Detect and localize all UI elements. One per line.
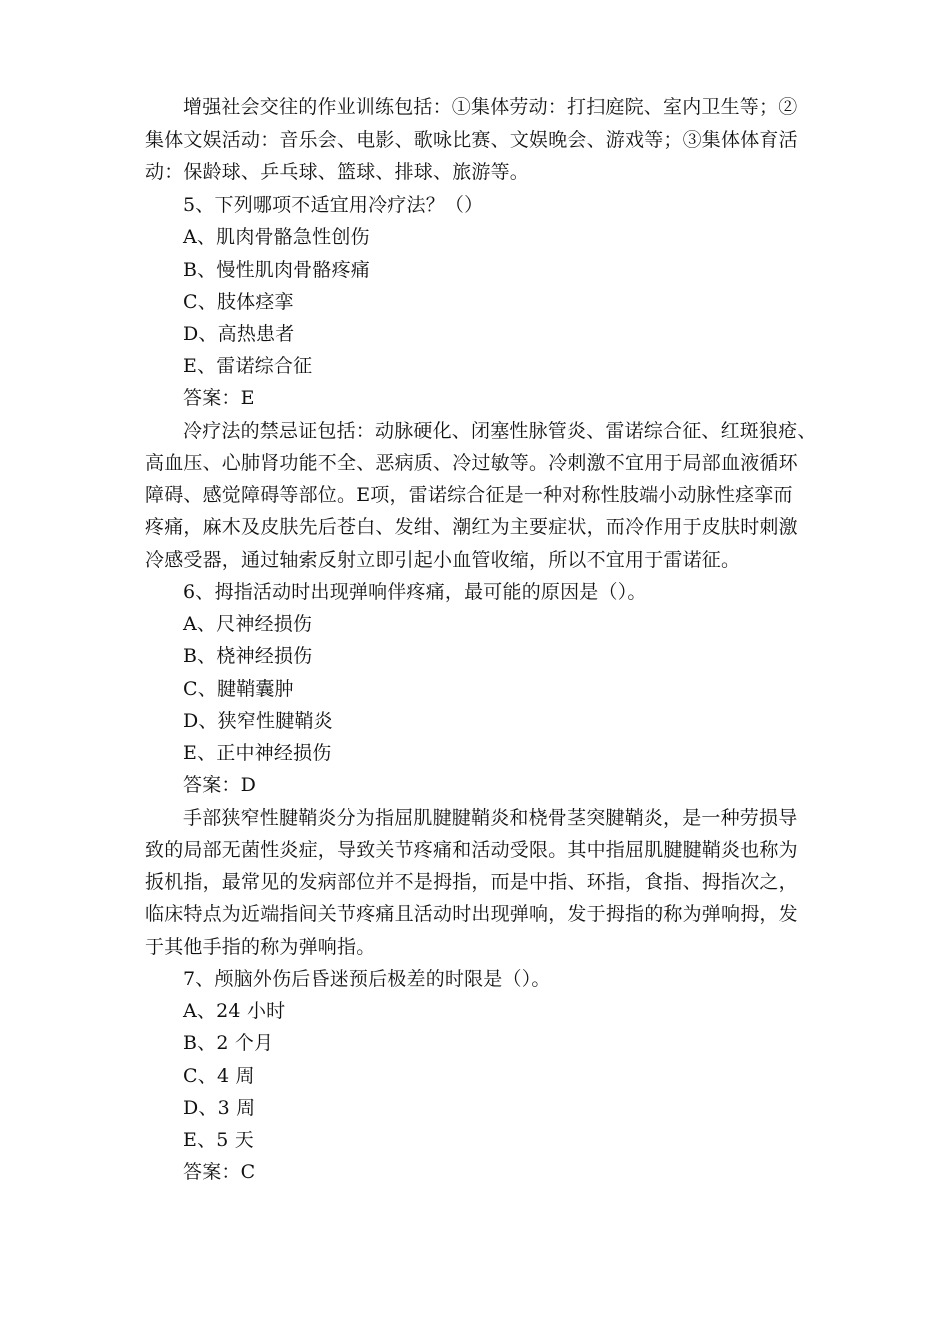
answer: 答案：D (183, 774, 257, 796)
option-d: D、3 周 (183, 1097, 256, 1119)
answer: 答案：C (183, 1161, 256, 1183)
question-7: 7、颅脑外伤后昏迷预后极差的时限是（）。 (183, 968, 551, 990)
explanation-line: 冷感受器，通过轴索反射立即引起小血管收缩，所以不宜用于雷诺征。 (145, 549, 741, 571)
option-c: C、腱鞘囊肿 (183, 678, 294, 700)
text-line: 增强社会交往的作业训练包括：①集体劳动：打扫庭院、室内卫生等；② (183, 96, 798, 118)
answer: 答案：E (183, 387, 255, 409)
explanation-line: 致的局部无菌性炎症，导致关节疼痛和活动受限。其中指屈肌腱腱鞘炎也称为 (145, 839, 798, 861)
option-b: B、慢性肌肉骨骼疼痛 (183, 259, 370, 281)
explanation-line: 高血压、心肺肾功能不全、恶病质、冷过敏等。冷刺激不宜用于局部血液循环 (145, 452, 798, 474)
option-d: D、狭窄性腱鞘炎 (183, 710, 333, 732)
text-line: 动：保龄球、乒乓球、篮球、排球、旅游等。 (145, 161, 530, 183)
option-e: E、雷诺综合征 (183, 355, 313, 377)
explanation-line: 于其他手指的称为弹响指。 (145, 936, 376, 958)
option-a: A、肌肉骨骼急性创伤 (183, 226, 370, 248)
explanation-line: 疼痛，麻木及皮肤先后苍白、发绀、潮红为主要症状，而冷作用于皮肤时刺激 (145, 516, 798, 538)
option-b: B、桡神经损伤 (183, 645, 313, 667)
question-5: 5、下列哪项不适宜用冷疗法？（） (183, 194, 484, 216)
explanation-line: 临床特点为近端指间关节疼痛且活动时出现弹响，发于拇指的称为弹响拇，发 (145, 903, 798, 925)
option-e: E、5 天 (183, 1129, 254, 1151)
option-d: D、高热患者 (183, 323, 295, 345)
question-6: 6、拇指活动时出现弹响伴疼痛，最可能的原因是（）。 (183, 581, 647, 603)
option-b: B、2 个月 (183, 1032, 274, 1054)
explanation-line: 障碍、感觉障碍等部位。E项，雷诺综合征是一种对称性肢端小动脉性痉挛而 (145, 484, 793, 506)
option-e: E、正中神经损伤 (183, 742, 332, 764)
explanation-line: 扳机指，最常见的发病部位并不是拇指，而是中指、环指，食指、拇指次之， (145, 871, 798, 893)
explanation-line: 手部狭窄性腱鞘炎分为指屈肌腱腱鞘炎和桡骨茎突腱鞘炎，是一种劳损导 (183, 807, 798, 829)
explanation-line: 冷疗法的禁忌证包括：动脉硬化、闭塞性脉管炎、雷诺综合征、红斑狼疮、 (183, 420, 817, 442)
option-c: C、肢体痉挛 (183, 291, 294, 313)
option-a: A、尺神经损伤 (183, 613, 313, 635)
option-c: C、4 周 (183, 1065, 255, 1087)
option-a: A、24 小时 (183, 1000, 286, 1022)
text-line: 集体文娱活动：音乐会、电影、歌咏比赛、文娱晚会、游戏等；③集体体育活 (145, 129, 798, 151)
